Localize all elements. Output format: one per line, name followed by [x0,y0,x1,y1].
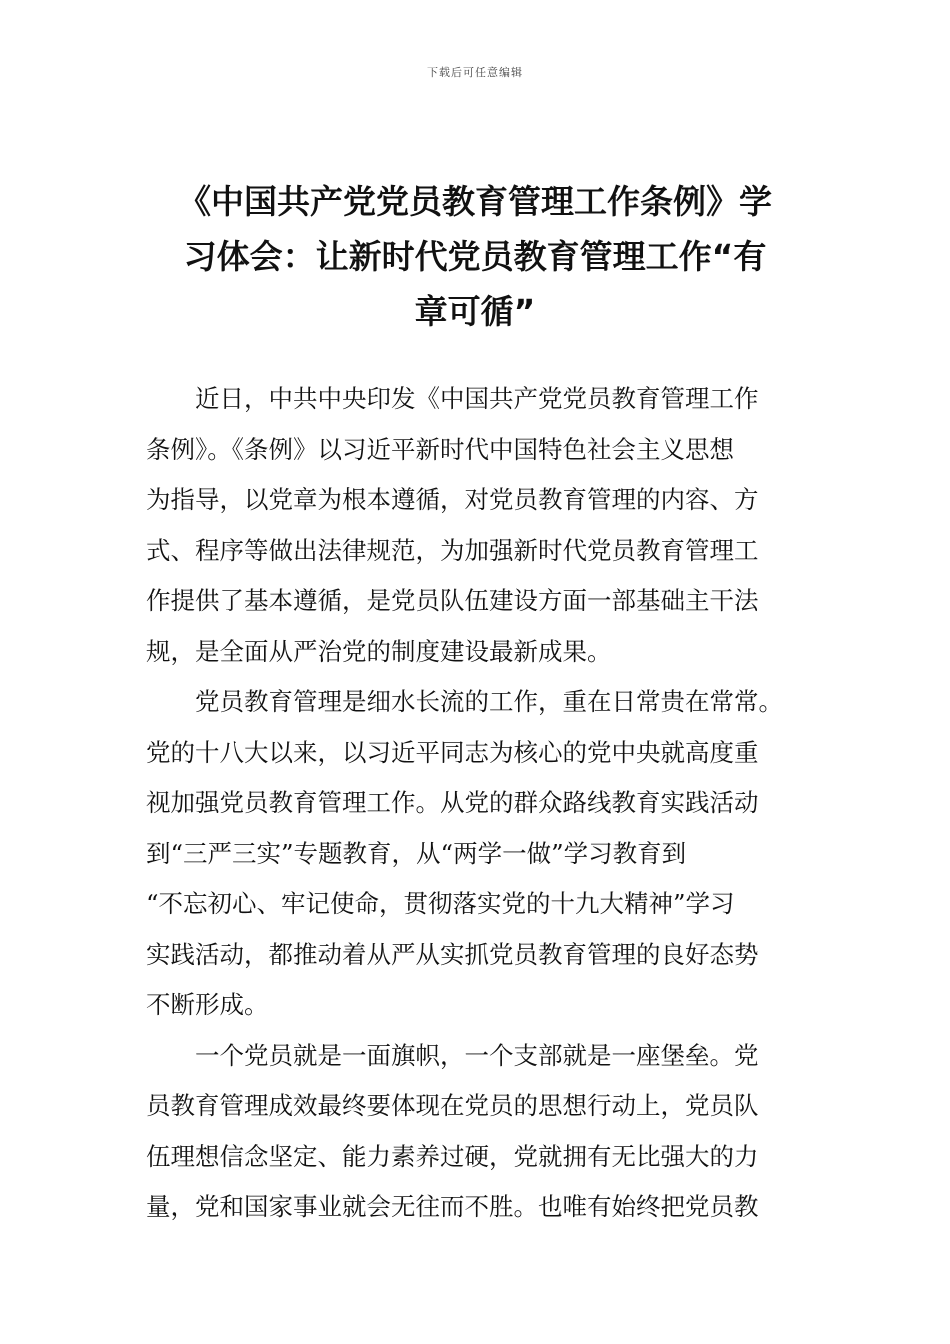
paragraph-2 [146,677,826,1031]
paragraph-line: 为指导，以党章为根本遵循，对党员教育管理的内容、方 [146,485,759,514]
paragraph-1 [146,374,826,677]
paragraph-line: 员教育管理成效最终要体现在党员的思想行动上，党员队 [146,1091,759,1120]
paragraph-line: 到“三严三实”专题教育，从“两学一做”学习教育到 [146,838,687,868]
paragraph-line: 式、程序等做出法律规范，为加强新时代党员教育管理工 [146,535,759,565]
header-note: 下载后可任意编辑 [427,66,523,79]
paragraph-line: 一个党员就是一面旗帜，一个支部就是一座堡垒。党 [195,1040,759,1070]
paragraph-line: 不断形成。 [146,990,269,1019]
paragraph-line: 近日，中共中央印发《中国共产党党员教育管理工作 [195,384,759,413]
paragraph-line: 作提供了基本遵循，是党员队伍建设方面一部基础主干法 [146,586,759,615]
paragraph-line: 伍理想信念坚定、能力素养过硬，党就拥有无比强大的力 [146,1141,759,1171]
paragraph-line: 实践活动，都推动着从严从实抓党员教育管理的良好态势 [146,939,759,969]
paragraph-line: 视加强党员教育管理工作。从党的群众路线教育实践活动 [146,788,759,817]
title-line-3: 章可循” [414,292,536,331]
paragraph-3 [146,1031,826,1233]
title-line-2: 习体会：让新时代党员教育管理工作“有 [183,237,767,276]
paragraph-line: 条例》。《条例》以习近平新时代中国特色社会主义思想 [146,434,734,464]
document-body [146,374,826,1233]
paragraph-line: 党的十八大以来，以习近平同志为核心的党中央就高度重 [146,737,759,767]
paragraph-line: “不忘初心、牢记使命，贯彻落实党的十九大精神”学习 [146,889,735,918]
paragraph-line: 党员教育管理是细水长流的工作，重在日常贵在常常。 [195,687,783,716]
paragraph-line: 规，是全面从严治党的制度建设最新成果。 [146,636,612,666]
paragraph-line: 量，党和国家事业就会无往而不胜。也唯有始终把党员教 [146,1192,759,1221]
title-line-1: 《中国共产党党员教育管理工作条例》学 [178,182,772,221]
document-title [150,174,800,339]
